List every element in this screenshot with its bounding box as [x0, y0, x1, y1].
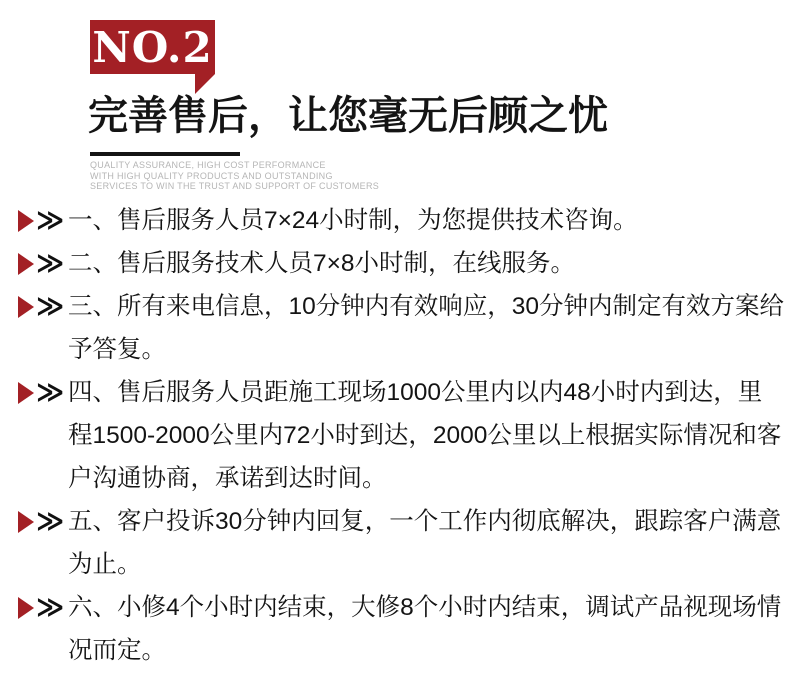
double-chevron-icon: ≫ — [36, 291, 65, 322]
double-chevron-icon: ≫ — [36, 592, 65, 623]
service-list — [18, 199, 786, 672]
subtitle-line: WITH HIGH QUALITY PRODUCTS AND OUTSTANDING — [90, 170, 333, 181]
triangle-right-icon — [18, 296, 34, 318]
list-item — [18, 242, 786, 285]
subtitle-caption — [90, 160, 379, 192]
bullet — [18, 586, 68, 629]
double-chevron-icon: ≫ — [36, 377, 65, 408]
bullet — [18, 242, 68, 285]
double-chevron-icon: ≫ — [36, 205, 65, 236]
list-item — [18, 371, 786, 500]
triangle-right-icon — [18, 511, 34, 533]
list-item — [18, 500, 786, 586]
double-chevron-icon: ≫ — [36, 506, 65, 537]
triangle-right-icon — [18, 210, 34, 232]
subtitle-line: SERVICES TO WIN THE TRUST AND SUPPORT OF CUSTOMERS — [90, 181, 380, 191]
triangle-right-icon — [18, 253, 34, 275]
list-item-text: 六、小修4个小时内结束，大修8个小时内结束，调试产品视现场情况而定。 — [68, 594, 782, 664]
list-item-text: 一、售后服务人员7×24小时制，为您提供技术咨询。 — [68, 207, 638, 234]
triangle-right-icon — [18, 382, 34, 404]
list-item — [18, 199, 786, 242]
list-item-text: 三、所有来电信息，10分钟内有效响应，30分钟内制定有效方案给予答复。 — [68, 293, 784, 363]
list-item — [18, 285, 786, 371]
number-badge — [90, 20, 215, 74]
list-item — [18, 586, 786, 672]
page-title: 完善售后，让您毫无后顾之忧 — [88, 92, 608, 139]
bullet — [18, 500, 68, 543]
bullet — [18, 371, 68, 414]
list-item-text: 四、售后服务人员距施工现场1000公里内以内48小时内到达，里程1500-2000公里内72小时到达，2000公里以上根据实际情况和客户沟通协商，承诺到达时间。 — [68, 379, 782, 492]
number-badge-label: NO.2 — [92, 22, 213, 72]
bullet — [18, 285, 68, 328]
list-item-text: 五、客户投诉30分钟内回复，一个工作内彻底解决，跟踪客户满意为止。 — [68, 508, 782, 578]
triangle-right-icon — [18, 597, 34, 619]
title-underline — [90, 152, 240, 156]
subtitle-line: QUALITY ASSURANCE, HIGH COST PERFORMANCE — [90, 160, 326, 170]
list-item-text: 二、售后服务技术人员7×8小时制，在线服务。 — [68, 250, 576, 277]
double-chevron-icon: ≫ — [36, 248, 65, 279]
bullet — [18, 199, 68, 242]
